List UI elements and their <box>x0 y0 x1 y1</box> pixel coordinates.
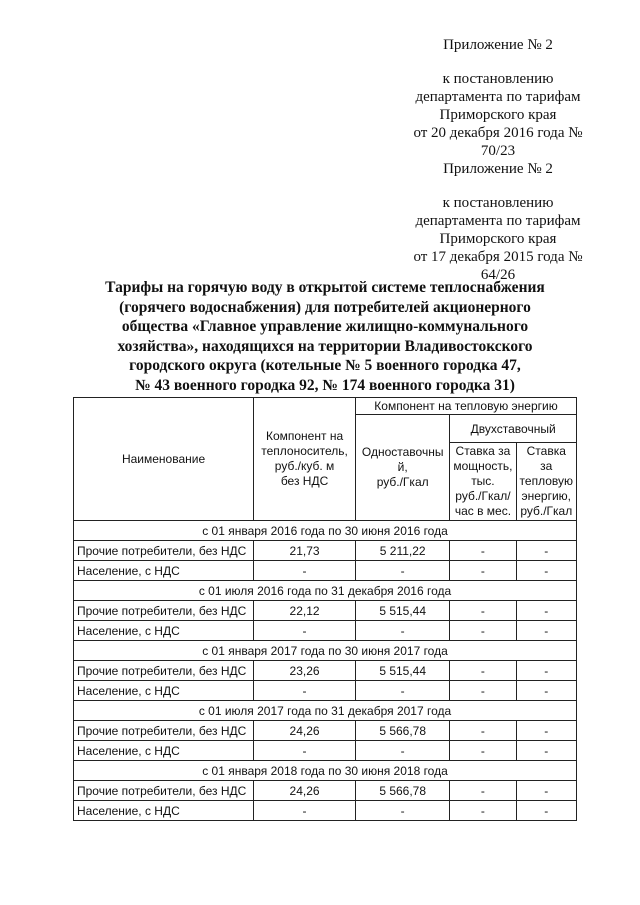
carrier-value: - <box>254 561 356 581</box>
tariffs-table <box>73 397 577 821</box>
period-row: с 01 января 2016 года по 30 июня 2016 года <box>74 521 577 541</box>
appendix-original-line: департамента по тарифам <box>415 213 581 229</box>
appendix-current <box>408 36 588 160</box>
row-name: Прочие потребители, без НДС <box>74 721 254 741</box>
single-rate-value: - <box>356 801 450 821</box>
single-rate-value: - <box>356 561 450 581</box>
header-energy: Компонент на тепловую энергию <box>356 398 577 415</box>
header-power-line: Ставка за <box>455 444 511 458</box>
single-rate-value: 5 211,22 <box>356 541 450 561</box>
header-power-line: мощность, <box>453 459 513 473</box>
power-rate-value: - <box>450 561 516 581</box>
thermal-rate-value: - <box>516 781 576 801</box>
header-thermal-line: руб./Гкал <box>520 504 573 518</box>
power-rate-value: - <box>450 681 516 701</box>
document-title-line: Тарифы на горячую воду в открытой системе теплоснабжения <box>105 279 545 296</box>
power-rate-value: - <box>450 541 516 561</box>
period-row: с 01 июля 2016 года по 31 декабря 2016 года <box>74 581 577 601</box>
header-carrier-line: Компонент на <box>265 429 344 443</box>
carrier-value: 22,12 <box>254 601 356 621</box>
period-row: с 01 июля 2017 года по 31 декабря 2017 года <box>74 701 577 721</box>
row-name: Население, с НДС <box>74 741 254 761</box>
header-carrier-line: без НДС <box>280 474 329 488</box>
carrier-value: - <box>254 741 356 761</box>
document-title-line: городского округа (котельные № 5 военного городка 47, <box>129 357 521 374</box>
table-row <box>74 801 577 821</box>
table-row <box>74 541 577 561</box>
thermal-rate-value: - <box>516 741 576 761</box>
header-thermal-rate <box>516 443 576 521</box>
period-row: с 01 января 2017 года по 30 июня 2017 года <box>74 641 577 661</box>
row-name: Прочие потребители, без НДС <box>74 541 254 561</box>
appendix-original-line: от 17 декабря 2015 года № 64/26 <box>413 249 583 283</box>
table-row <box>74 721 577 741</box>
power-rate-value: - <box>450 741 516 761</box>
header-single-line: Одноставочны <box>361 445 444 459</box>
table-row <box>74 601 577 621</box>
thermal-rate-value: - <box>516 681 576 701</box>
header-single-rate <box>356 415 450 521</box>
single-rate-value: - <box>356 621 450 641</box>
period-row: с 01 января 2018 года по 30 июня 2018 года <box>74 761 577 781</box>
table-row <box>74 621 577 641</box>
document-title <box>60 278 590 395</box>
thermal-rate-value: - <box>516 601 576 621</box>
appendix-current-line: к постановлению <box>442 71 554 87</box>
document-title-line: хозяйства», находящихся на территории Владивостокского <box>117 337 533 355</box>
row-name: Прочие потребители, без НДС <box>74 601 254 621</box>
power-rate-value: - <box>450 661 516 681</box>
row-name: Население, с НДС <box>74 801 254 821</box>
document-title-line: № 43 военного городка 92, № 174 военного городка 31) <box>135 376 515 394</box>
header-carrier-line: руб./куб. м <box>274 459 335 473</box>
thermal-rate-value: - <box>516 721 576 741</box>
header-power-rate <box>450 443 516 521</box>
carrier-value: - <box>254 801 356 821</box>
power-rate-value: - <box>450 801 516 821</box>
table-header <box>74 398 577 521</box>
appendix-current-line: Приморского края <box>439 107 557 123</box>
header-carrier-line: теплоноситель, <box>261 444 348 458</box>
appendix-current-title: Приложение № 2 <box>443 37 553 53</box>
table-row <box>74 781 577 801</box>
single-rate-value: 5 515,44 <box>356 601 450 621</box>
header-thermal-line: тепловую <box>519 474 573 488</box>
thermal-rate-value: - <box>516 561 576 581</box>
table-body <box>74 521 577 821</box>
row-name: Прочие потребители, без НДС <box>74 661 254 681</box>
carrier-value: 24,26 <box>254 781 356 801</box>
power-rate-value: - <box>450 721 516 741</box>
row-name: Население, с НДС <box>74 681 254 701</box>
header-thermal-line: Ставка за <box>526 444 566 473</box>
table-row <box>74 561 577 581</box>
table-row <box>74 741 577 761</box>
carrier-value: 23,26 <box>254 661 356 681</box>
power-rate-value: - <box>450 601 516 621</box>
header-power-line: тыс. <box>471 474 495 488</box>
appendix-original-line: к постановлению <box>442 195 554 211</box>
appendix-original-line: Приморского края <box>439 231 557 247</box>
appendix-current-line: от 20 декабря 2016 года № 70/23 <box>413 125 583 159</box>
thermal-rate-value: - <box>516 621 576 641</box>
carrier-value: - <box>254 621 356 641</box>
appendix-original-title: Приложение № 2 <box>443 161 553 177</box>
header-power-line: час в мес. <box>454 504 512 518</box>
carrier-value: 21,73 <box>254 541 356 561</box>
document-title-line: (горячего водоснабжения) для потребителей акционерного <box>119 298 531 316</box>
single-rate-value: 5 515,44 <box>356 661 450 681</box>
thermal-rate-value: - <box>516 541 576 561</box>
header-single-line: й, <box>397 460 408 474</box>
row-name: Население, с НДС <box>74 561 254 581</box>
row-name: Прочие потребители, без НДС <box>74 781 254 801</box>
header-single-line: руб./Гкал <box>376 475 429 489</box>
single-rate-value: 5 566,78 <box>356 781 450 801</box>
table-row <box>74 681 577 701</box>
table-row <box>74 661 577 681</box>
single-rate-value: 5 566,78 <box>356 721 450 741</box>
header-two-rate: Двухставочный <box>450 415 577 443</box>
document-title-line: общества «Главное управление жилищно-коммунального <box>121 318 529 335</box>
row-name: Население, с НДС <box>74 621 254 641</box>
thermal-rate-value: - <box>516 661 576 681</box>
carrier-value: - <box>254 681 356 701</box>
header-name: Наименование <box>74 398 254 521</box>
single-rate-value: - <box>356 681 450 701</box>
power-rate-value: - <box>450 781 516 801</box>
thermal-rate-value: - <box>516 801 576 821</box>
header-power-line: руб./Гкал/ <box>455 489 511 503</box>
appendix-current-line: департамента по тарифам <box>415 89 581 105</box>
power-rate-value: - <box>450 621 516 641</box>
appendix-original <box>408 160 588 284</box>
single-rate-value: - <box>356 741 450 761</box>
carrier-value: 24,26 <box>254 721 356 741</box>
header-carrier <box>254 398 356 521</box>
header-thermal-line: энергию, <box>521 489 572 503</box>
